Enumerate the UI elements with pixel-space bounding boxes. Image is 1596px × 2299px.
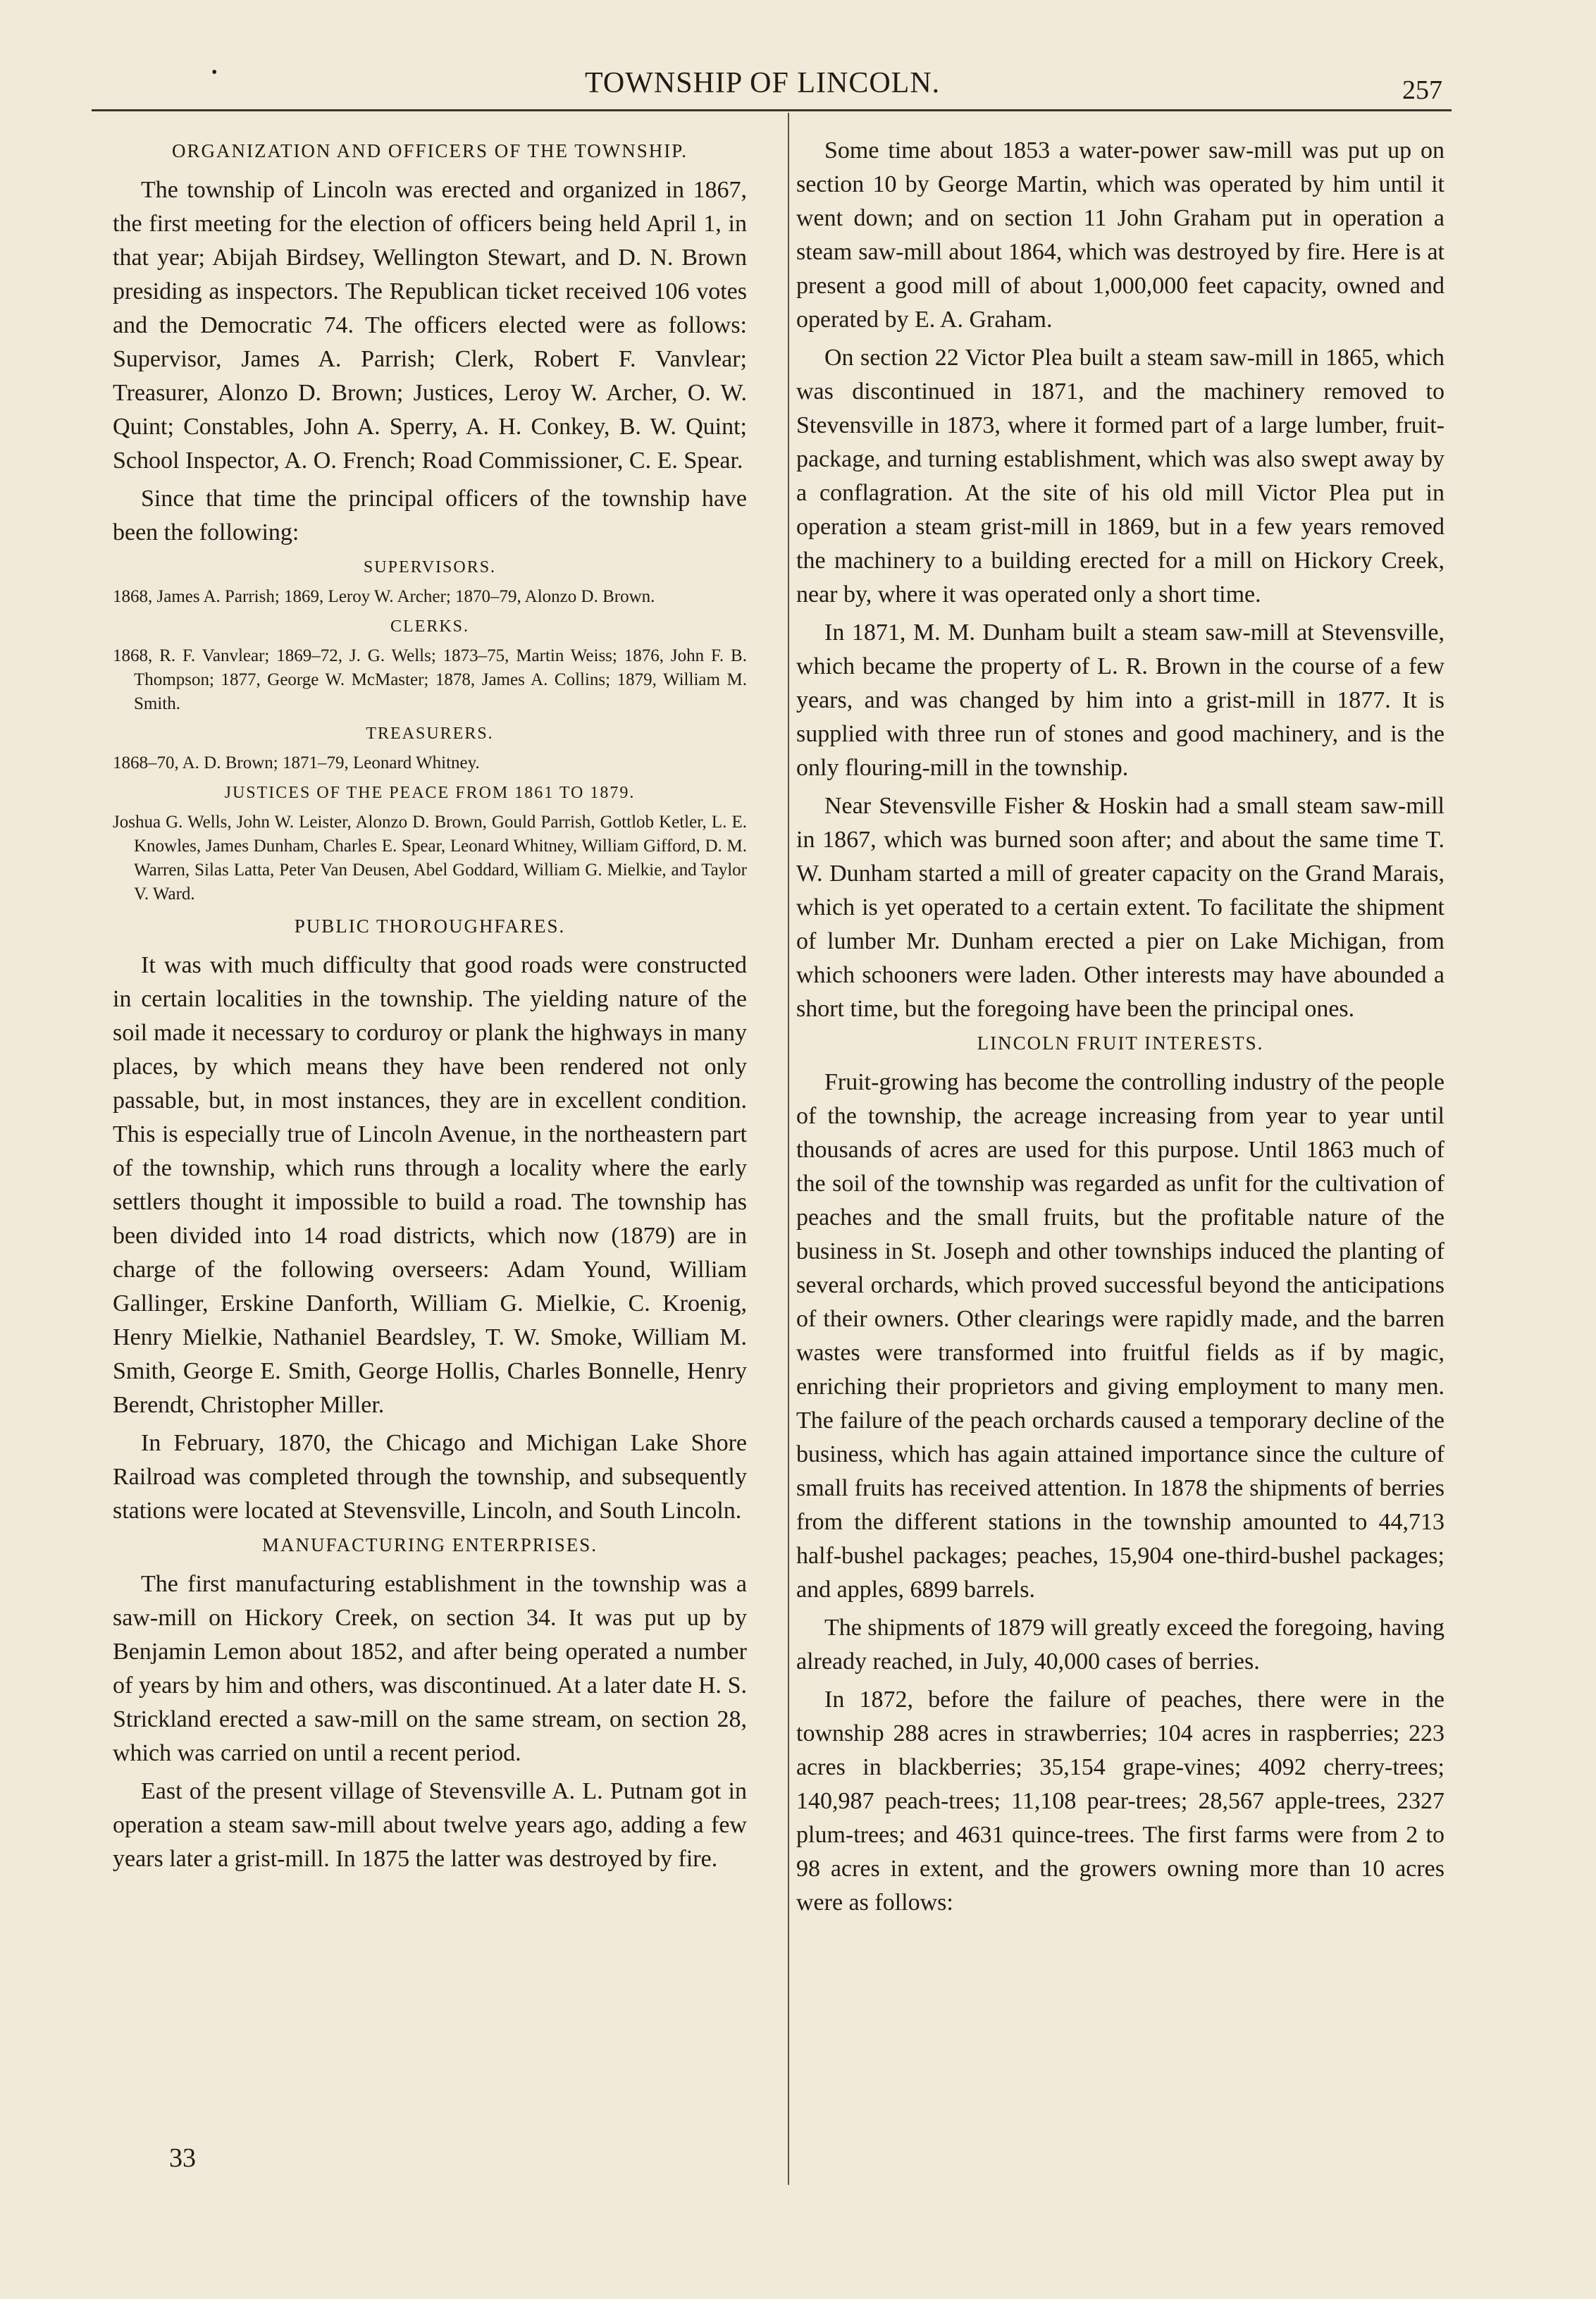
subheading-treasurers: TREASURERS. <box>366 725 494 743</box>
section-heading-fruit: LINCOLN FRUIT INTERESTS. <box>977 1033 1264 1054</box>
page-title: TOWNSHIP OF LINCOLN. <box>585 67 941 99</box>
list-entry: 1868–70, A. D. Brown; 1871–79, Leonard Whitney. <box>113 753 480 772</box>
paragraph: On section 22 Victor Plea built a steam saw-mill in 1865, which was discontinued in 1871, and the machinery removed to Stevensville in 1873, where it formed part of a large lumber, fruit-package, and turning establishment, which was also swept away by a conflagration. At the site of his old mill Victor Plea put in operation a steam grist-mill in 1869, but in a few years removed the machinery to a building erected for a mill on Hickory Creek, near by, where it was operated only a short time. <box>796 345 1445 608</box>
paragraph: In 1872, before the failure of peaches, there were in the township 288 acres in strawberries; 104 acres in raspberries; 223 acres in blackberries; 35,154 grape-vines; 4092 cherry-trees; 140,987 peach-trees; 11,108 pear-trees; 28,567 apple-trees, 2327 plum-trees; and 4631 quince-trees. The first farms were from 2 to 98 acres in extent, and the growers owning more than 10 acres were as follows: <box>796 1687 1445 1916</box>
page-number: 257 <box>1402 75 1442 105</box>
column-divider <box>788 113 789 2185</box>
paragraph: The township of Lincoln was erected and organized in 1867, the first meeting for the election of officers being held April 1, in that year; Abijah Birdsey, Wellington Stewart, and D. N. Brown presiding as inspectors. The Republican ticket received 106 votes and the Democratic 74. The officers elected were as follows: Supervisor, James A. Parrish; Clerk, Robert F. Vanvlear; Treasurer, Alonzo D. Brown; Justices, Leroy W. Archer, O. W. Quint; Constables, John A. Sperry, A. H. Conkey, B. W. Quint; School Inspector, A. O. French; Road Commissioner, C. E. Spear. <box>113 177 747 474</box>
paragraph: Since that time the principal officers of the township have been the following: <box>113 486 747 546</box>
right-column <box>796 134 1445 1924</box>
running-head <box>0 62 1596 111</box>
print-speck: • <box>211 63 218 82</box>
subheading-supervisors: SUPERVISORS. <box>363 558 497 577</box>
paragraph: In February, 1870, the Chicago and Michigan Lake Shore Railroad was completed through the township, and subsequently stations were located at Stevensville, Lincoln, and South Lincoln. <box>113 1430 747 1524</box>
list-entry: Joshua G. Wells, John W. Leister, Alonzo D. Brown, Gould Parrish, Gottlob Ketler, L. E. Knowles, James Dunham, Charles E. Spear, Leonard Whitney, William Gifford, D. M. Warren, Silas Latta, Peter Van Deusen, Abel Goddard, William G. Mielkie, and Taylor V. Ward. <box>113 813 747 904</box>
paragraph: It was with much difficulty that good roads were constructed in certain localities in the township. The yielding nature of the soil made it necessary to corduroy or plank the highways in many places, by which means they have been rendered not only passable, but, in most instances, they are in excellent condition. This is especially true of Lincoln Avenue, in the northeastern part of the township, which runs through a locality where the early settlers thought it impossible to build a road. The township has been divided into 14 road districts, which now (1879) are in charge of the following overseers: Adam Yound, William Gallinger, Erskine Danforth, William G. Mielkie, C. Kroenig, Henry Mielkie, Nathaniel Beardsley, T. W. Smoke, William M. Smith, George E. Smith, George Hollis, Charles Bonnelle, Henry Berendt, Christopher Miller. <box>113 952 747 1418</box>
paragraph: Some time about 1853 a water-power saw-mill was put up on section 10 by George Martin, which was operated by him until it went down; and on section 11 John Graham put in operation a steam saw-mill about 1864, which was destroyed by fire. Here is at present a good mill of about 1,000,000 feet capacity, owned and operated by E. A. Graham. <box>796 137 1445 333</box>
list-entry: 1868, James A. Parrish; 1869, Leroy W. Archer; 1870–79, Alonzo D. Brown. <box>113 587 655 606</box>
left-column <box>113 134 747 1880</box>
subheading-justices: JUSTICES OF THE PEACE FROM 1861 TO 1879. <box>224 784 636 802</box>
header-rule <box>92 109 1452 111</box>
section-heading-manufacturing: MANUFACTURING ENTERPRISES. <box>261 1534 598 1555</box>
paragraph: Near Stevensville Fisher & Hoskin had a small steam saw-mill in 1867, which was burned soon after; and about the same time T. W. Dunham started a mill of greater capacity on the Grand Marais, which is yet operated to a certain extent. To facilitate the shipment of lumber Mr. Dunham erected a pier on Lake Michigan, from which schooners were laden. Other interests may have abounded a short time, but the foregoing have been the principal ones. <box>796 793 1445 1022</box>
paragraph: In 1871, M. M. Dunham built a steam saw-mill at Stevensville, which became the property of L. R. Brown in the course of a few years, and was changed by him into a grist-mill in 1877. It is supplied with three run of stones and good machinery, and is the only flouring-mill in the township. <box>796 620 1445 781</box>
section-heading-organization: ORGANIZATION AND OFFICERS OF THE TOWNSHIP. <box>171 140 688 161</box>
paragraph: Fruit-growing has become the controlling industry of the people of the township, the acreage increasing from year to year until thousands of acres are used for this purpose. Until 1863 much of the soil of the township was regarded as unfit for the cultivation of peaches and the small fruits, but the profitable nature of the business in St. Joseph and other townships induced the planting of several orchards, which proved successful beyond the anticipations of their owners. Other clearings were rapidly made, and the barren wastes were transformed into fruitful fields as if by magic, enriching their proprietors and giving employment to many men. The failure of the peach orchards caused a temporary decline of the business, which has again attained importance since the culture of small fruits has received attention. In 1878 the shipments of berries from the different stations in the township amounted to 44,713 half-bushel packages; peaches, 15,904 one-third-bushel packages; and apples, 6899 barrels. <box>796 1069 1445 1603</box>
paragraph: The first manufacturing establishment in the township was a saw-mill on Hickory Creek, on section 34. It was put up by Benjamin Lemon about 1852, and after being operated a number of years by him and others, was discontinued. At a later date H. S. Strickland erected a saw-mill on the same stream, on section 28, which was carried on until a recent period. <box>113 1571 747 1766</box>
section-heading-thoroughfares: PUBLIC THOROUGHFARES. <box>294 916 566 937</box>
list-entry: 1868, R. F. Vanvlear; 1869–72, J. G. Wells; 1873–75, Martin Weiss; 1876, John F. B. Thompson; 1877, George W. McMaster; 1878, James A. Collins; 1879, William M. Smith. <box>113 646 747 713</box>
paragraph: East of the present village of Stevensville A. L. Putnam got in operation a steam saw-mill about twelve years ago, adding a few years later a grist-mill. In 1875 the latter was destroyed by fire. <box>113 1778 747 1872</box>
subheading-clerks: CLERKS. <box>390 617 469 636</box>
paragraph: The shipments of 1879 will greatly exceed the foregoing, having already reached, in July, 40,000 cases of berries. <box>796 1615 1445 1675</box>
signature-mark: 33 <box>169 2143 196 2173</box>
